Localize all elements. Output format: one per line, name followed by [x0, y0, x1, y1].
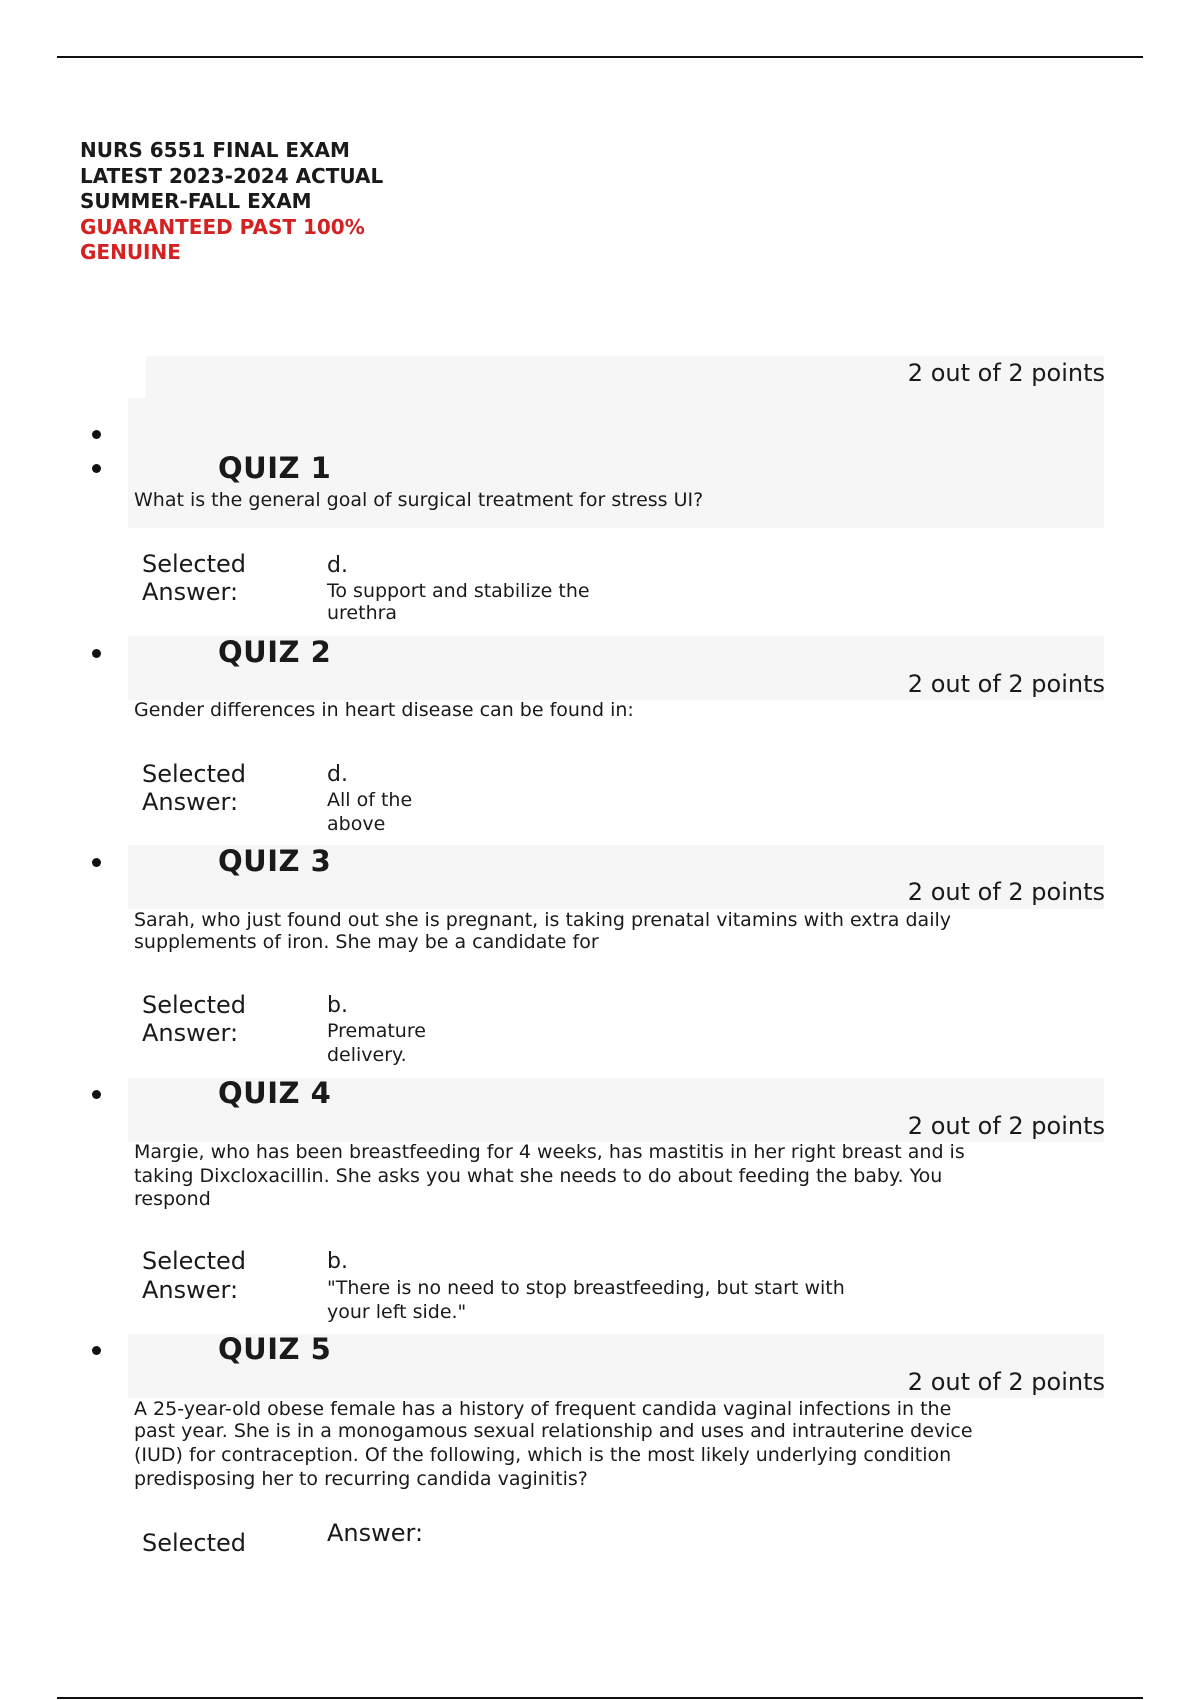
quiz-5-question-line-3: (IUD) for contraception. Of the following, which is the most likely underlying condition: [134, 1444, 952, 1466]
top-rule: [57, 56, 1143, 58]
quiz-4-points: 2 out of 2 points: [907, 1112, 1105, 1140]
quiz-1-bullet: [92, 464, 101, 473]
tagline-line-1: GUARANTEED PAST 100%: [80, 214, 365, 239]
empty-bullet: [92, 430, 101, 439]
quiz-1-selected-label: Selected: [142, 550, 247, 578]
quiz-2-selected-label: Selected: [142, 760, 247, 788]
bottom-rule: [57, 1697, 1143, 1699]
quiz-3-answer-line-2: delivery.: [327, 1044, 407, 1066]
quiz-3-title: QUIZ 3: [218, 844, 332, 878]
quiz-5-title: QUIZ 5: [218, 1332, 332, 1366]
quiz-2-question: Gender differences in heart disease can be found in:: [134, 699, 634, 721]
title-line-1: NURS 6551 FINAL EXAM: [80, 138, 350, 162]
quiz-1-question: What is the general goal of surgical treatment for stress UI?: [134, 489, 704, 511]
quiz-5-points: 2 out of 2 points: [907, 1368, 1105, 1396]
quiz-3-answer-line-1: Premature: [327, 1020, 426, 1042]
quiz-2-points: 2 out of 2 points: [907, 670, 1105, 698]
quiz-2-bullet: [92, 649, 101, 658]
quiz-2-answer-label: Answer:: [142, 788, 239, 816]
quiz-4-selected-label: Selected: [142, 1247, 247, 1275]
quiz-4-question-line-1: Margie, who has been breastfeeding for 4 weeks, has mastitis in her right breast and is: [134, 1141, 965, 1163]
quiz-3-question-line-1: Sarah, who just found out she is pregnant, is taking prenatal vitamins with extra daily: [134, 909, 951, 931]
document-heading: [80, 138, 383, 266]
quiz-1-answer-label: Answer:: [142, 578, 239, 606]
quiz-1-points: 2 out of 2 points: [907, 359, 1105, 387]
tagline-line-2: GENUINE: [80, 240, 181, 264]
quiz-4-question-line-2: taking Dixcloxacillin. She asks you what she needs to do about feeding the baby. You: [134, 1165, 943, 1187]
title-line-2: LATEST 2023-2024 ACTUAL: [80, 163, 384, 188]
quiz-1-answer-line-1: To support and stabilize the: [327, 580, 590, 602]
quiz-5-question-line-4: predisposing her to recurring candida vaginitis?: [134, 1468, 588, 1490]
quiz-3-bullet: [92, 858, 101, 867]
quiz-5-question-line-2: past year. She is in a monogamous sexual relationship and uses and intrauterine device: [134, 1420, 973, 1442]
quiz-4-answer-line-2: your left side.": [327, 1301, 467, 1323]
quiz-2-answer-letter: d.: [327, 762, 348, 787]
quiz-2-answer-line-1: All of the: [327, 789, 413, 811]
quiz-4-answer-line-1: "There is no need to stop breastfeeding, but start with: [327, 1277, 845, 1299]
quiz-5-answer-label: Answer:: [327, 1519, 424, 1547]
quiz-4-question-line-3: respond: [134, 1188, 211, 1210]
quiz-2-title: QUIZ 2: [218, 635, 332, 669]
quiz-5-selected-label: Selected: [142, 1529, 247, 1557]
quiz-3-answer-label: Answer:: [142, 1019, 239, 1047]
title-line-3: SUMMER-FALL EXAM: [80, 189, 312, 213]
quiz-4-bullet: [92, 1090, 101, 1099]
quiz-3-points: 2 out of 2 points: [907, 878, 1105, 906]
quiz-4-answer-label: Answer:: [142, 1276, 239, 1304]
quiz-2-answer-line-2: above: [327, 813, 386, 835]
quiz-1-title: QUIZ 1: [218, 451, 332, 485]
quiz-4-title: QUIZ 4: [218, 1076, 332, 1110]
quiz-3-selected-label: Selected: [142, 991, 247, 1019]
quiz-5-bullet: [92, 1346, 101, 1355]
quiz-3-question-line-2: supplements of iron. She may be a candidate for: [134, 931, 599, 953]
quiz-3-answer-letter: b.: [327, 993, 348, 1018]
quiz-1-answer-letter: d.: [327, 553, 348, 578]
quiz-4-answer-letter: b.: [327, 1249, 348, 1274]
quiz-5-question-line-1: A 25-year-old obese female has a history of frequent candida vaginal infections in the: [134, 1398, 952, 1420]
quiz-1-answer-line-2: urethra: [327, 602, 398, 624]
